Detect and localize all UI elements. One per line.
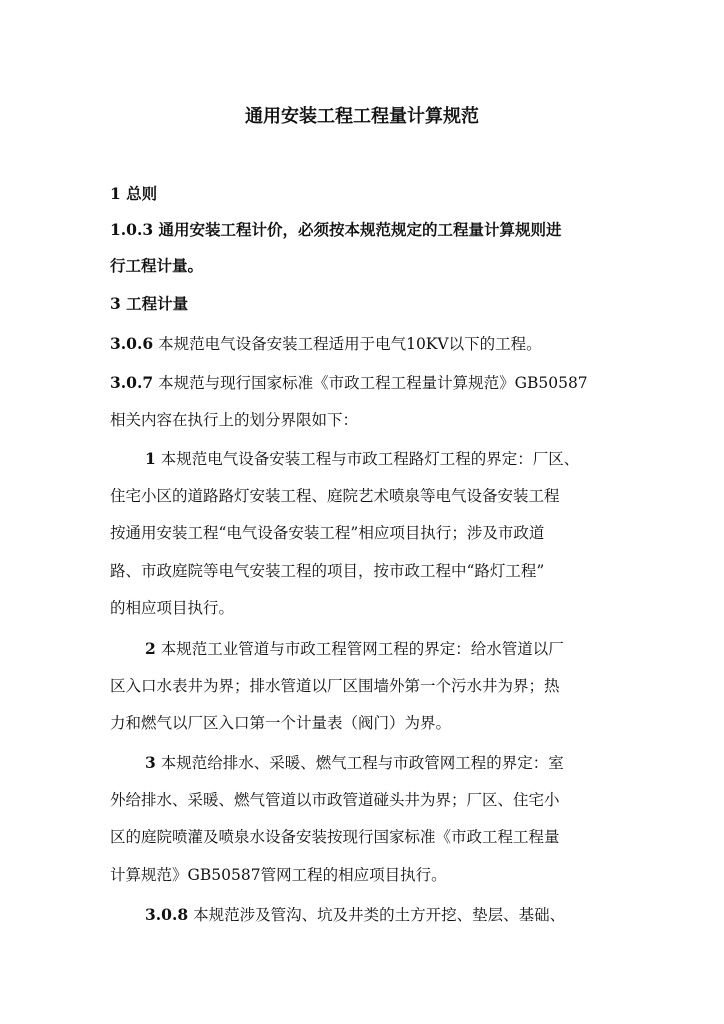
item-number: 2: [145, 639, 156, 658]
item-1-line-1: [145, 448, 655, 470]
item-3-line-1: [145, 752, 655, 774]
item-3-line-2: 外给排水、采暖、燃气管道以市政管道碰头井为界；厂区、住宅小: [110, 791, 560, 809]
clause-number: 3.0.6: [110, 334, 154, 353]
item-3-line-4: 计算规范》GB50587管网工程的相应项目执行。: [110, 866, 447, 884]
section-heading-general: 1 总则: [110, 184, 158, 203]
clause-number: 3.0.7: [110, 373, 154, 392]
item-text: 本规范工业管道与市政工程管网工程的界定：给水管道以厂: [155, 640, 564, 658]
clause-text: 本规范涉及管沟、坑及井类的土方开挖、垫层、基础、: [188, 906, 566, 924]
item-number: 3: [145, 753, 156, 772]
clause-number: 3.0.8: [145, 905, 189, 924]
item-number: 1: [145, 449, 156, 468]
clause-1-0-3-line-1: 1.0.3 通用安装工程计价，必须按本规范规定的工程量计算规则进: [110, 220, 562, 239]
clause-3-0-8: [145, 904, 655, 926]
section-heading-calculation: 3 工程计量: [110, 294, 189, 313]
document-title: 通用安装工程工程量计算规范: [245, 106, 479, 127]
item-2-line-1: [145, 638, 655, 660]
clause-3-0-7-line-2: 相关内容在执行上的划分界限如下：: [110, 411, 359, 429]
item-1-line-2: 住宅小区的道路路灯安装工程、庭院艺术喷泉等电气设备安装工程: [110, 487, 560, 505]
item-1-line-5: 的相应项目执行。: [110, 599, 235, 617]
item-3-line-3: 区的庭院喷灌及喷泉水设备安装按现行国家标准《市政工程工程量: [110, 828, 560, 846]
item-text: 本规范给排水、采暖、燃气工程与市政管网工程的界定：室: [155, 754, 564, 772]
item-2-line-2: 区入口水表井为界；排水管道以厂区围墙外第一个污水井为界；热: [110, 677, 560, 695]
clause-3-0-6: [110, 333, 620, 355]
clause-1-0-3-line-2: 行工程计量。: [110, 256, 204, 275]
clause-text: 本规范与现行国家标准《市政工程工程量计算规范》GB50587: [153, 374, 588, 392]
item-1-line-4: 路、市政庭院等电气安装工程的项目，按市政工程中“路灯工程”: [110, 562, 545, 580]
clause-text: 本规范电气设备安装工程适用于电气10KV以下的工程。: [153, 335, 542, 353]
clause-3-0-7-line-1: [110, 372, 620, 394]
item-2-line-3: 力和燃气以厂区入口第一个计量表（阀门）为界。: [110, 714, 452, 732]
item-text: 本规范电气设备安装工程与市政工程路灯工程的界定：厂区、: [155, 450, 580, 468]
item-1-line-3: 按通用安装工程“电气设备安装工程”相应项目执行；涉及市政道: [110, 524, 545, 542]
